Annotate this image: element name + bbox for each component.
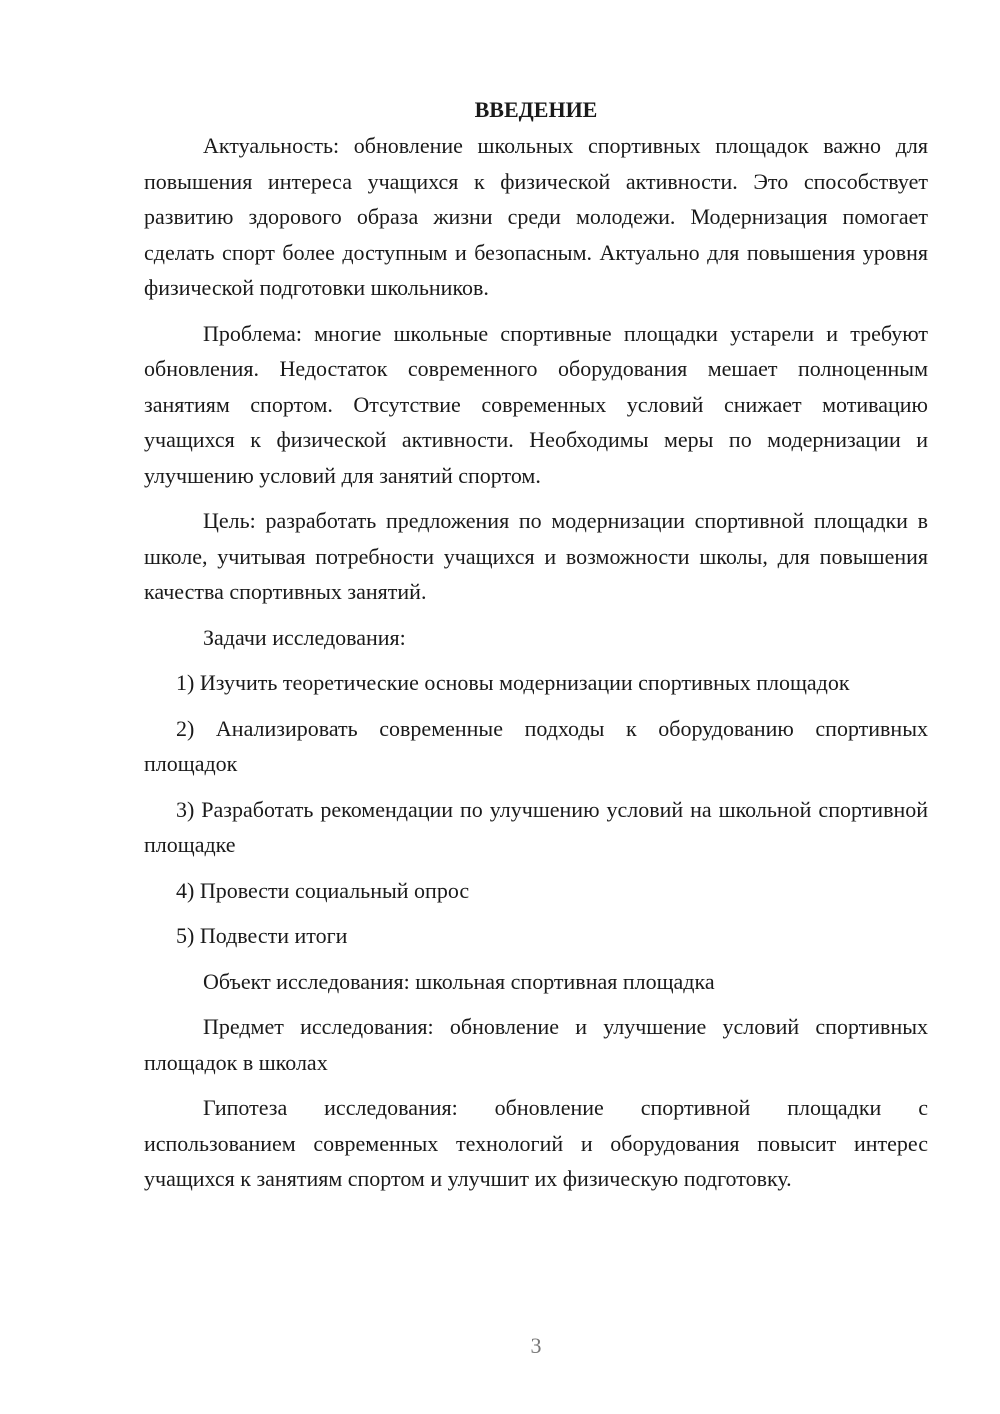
document-body [144,95,928,1197]
section-title: ВВЕДЕНИЕ [474,97,598,122]
relevance-paragraph: Актуальность: обновление школьных спортивных площадок важно для повышения интереса учащихся к физической активности. Это способствует развитию здорового образа жизни среди молодежи. Модернизация помогает сделать спорт более доступным и безопасным. Актуально для повышения уровня физической подготовки школьников. [144,133,928,300]
goal-paragraph: Цель: разработать предложения по модернизации спортивной площадки в школе, учитывая потребности учащихся и возможности школы, для повышения качества спортивных занятий. [144,508,928,604]
page-number: 3 [530,1333,542,1358]
tasks-heading: Задачи исследования: [203,624,406,650]
task-item-1: 1) Изучить теоретические основы модернизации спортивных площадок [176,670,850,695]
task-item-4: 4) Провести социальный опрос [176,877,470,903]
task-item-3: 3) Разработать рекомендации по улучшению условий на школьной спортивной площадке [144,796,928,857]
subject-paragraph: Предмет исследования: обновление и улучшение условий спортивных площадок в школах [144,1014,928,1075]
hypothesis-paragraph: Гипотеза исследования: обновление спортивной площадки с использованием современных технологий и оборудования повысит интерес учащихся к занятиям спортом и улучшит их физическую подготовку. [144,1095,928,1191]
object-paragraph: Объект исследования: школьная спортивная площадка [203,968,715,994]
task-item-5: 5) Подвести итоги [176,923,348,948]
problem-paragraph: Проблема: многие школьные спортивные площадки устарели и требуют обновления. Недостаток современного оборудования мешает полноценным занятиям спортом. Отсутствие современных условий снижает мотивацию учащихся к физической активности. Необходимы меры по модернизации и улучшению условий для занятий спортом. [144,320,928,488]
task-item-2: 2) Анализировать современные подходы к оборудованию спортивных площадок [144,715,928,776]
